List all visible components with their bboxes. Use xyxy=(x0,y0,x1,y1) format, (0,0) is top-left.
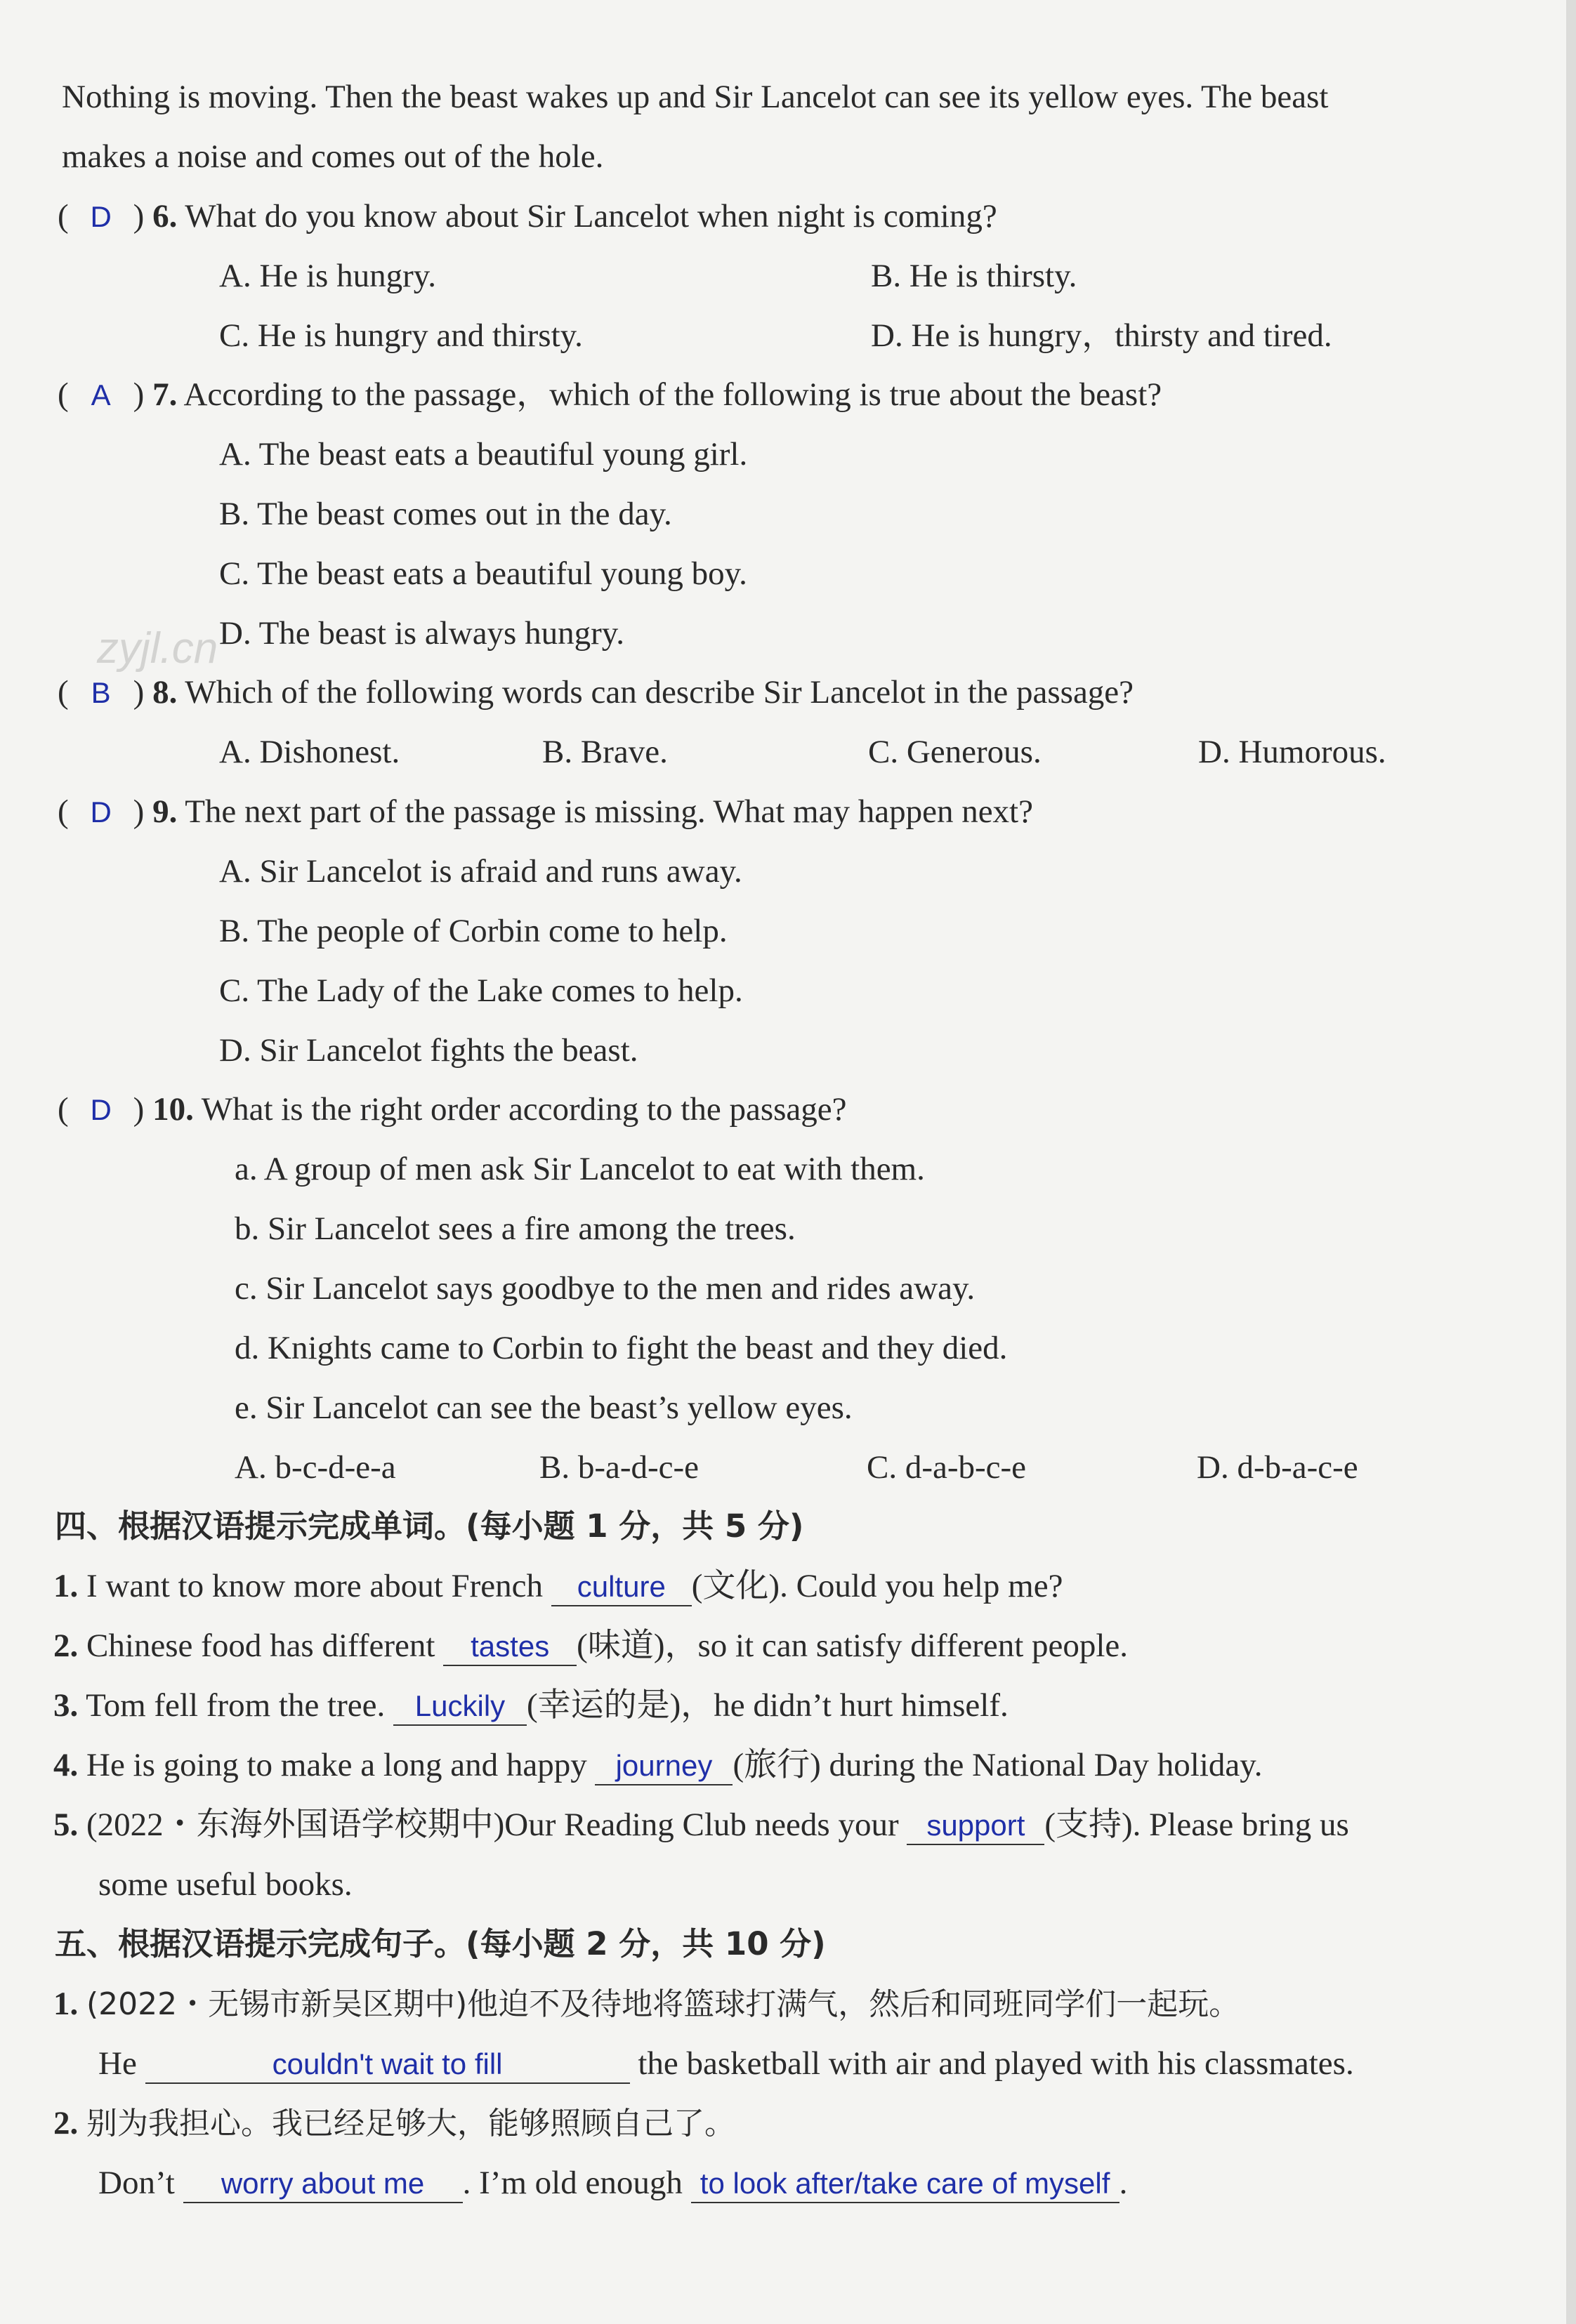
question-text: According to the passage，which of the following is true about the beast? xyxy=(183,376,1162,413)
chinese-prompt: 别为我担心。我已经足够大，能够照顾自己了。 xyxy=(86,2106,735,2141)
option-c: C. The Lady of the Lake comes to help. xyxy=(219,972,743,1009)
question-10 xyxy=(58,1088,847,1131)
item-text: (支持). Please bring us xyxy=(1044,1807,1349,1843)
option-b: B. The people of Corbin come to help. xyxy=(219,913,728,949)
option-d: D. d-b-a-c-e xyxy=(1197,1449,1358,1486)
option-d: D. He is hungry，thirsty and tired. xyxy=(871,317,1332,354)
option-c: C. The beast eats a beautiful young boy. xyxy=(219,555,747,592)
answer-paren: ( D ) xyxy=(58,1088,144,1131)
s5-item-1-sentence xyxy=(98,2042,1354,2085)
answer-blank xyxy=(183,2165,463,2203)
option-a: A. The beast eats a beautiful young girl. xyxy=(219,436,748,473)
item-number: 3. xyxy=(53,1687,79,1724)
option-d: D. Humorous. xyxy=(1198,734,1386,770)
answer-choice: B xyxy=(91,676,111,709)
item-number: 1. xyxy=(53,1568,79,1604)
option-d: D. The beast is always hungry. xyxy=(219,615,624,652)
answer-blank xyxy=(551,1568,692,1606)
filled-answer: culture xyxy=(577,1570,666,1603)
answer-blank xyxy=(443,1628,577,1666)
option-a: A. b-c-d-e-a xyxy=(235,1449,396,1486)
passage-line-1: Nothing is moving. Then the beast wakes up and Sir Lancelot can see its yellow eyes. The beast xyxy=(62,79,1329,115)
item-number: 2. xyxy=(53,2105,79,2141)
question-number: 9. xyxy=(152,793,178,830)
item-number: 4. xyxy=(53,1747,79,1783)
question-text: What is the right order according to the passage? xyxy=(201,1091,847,1128)
s4-item-2 xyxy=(53,1625,1128,1667)
question-8 xyxy=(58,671,1134,714)
question-text: What do you know about Sir Lancelot when night is coming? xyxy=(185,198,997,235)
option-c: C. Generous. xyxy=(868,734,1042,770)
section-4-title: 四、根据汉语提示完成单词。(每小题 1 分，共 5 分) xyxy=(55,1507,804,1545)
option-b: B. b-a-d-c-e xyxy=(539,1449,700,1486)
s4-item-3 xyxy=(53,1684,1009,1727)
answer-choice: A xyxy=(91,378,111,411)
question-number: 8. xyxy=(152,674,178,711)
option-b: B. He is thirsty. xyxy=(871,258,1077,294)
item-text: . I’m old enough xyxy=(462,2165,691,2201)
item-text: He xyxy=(98,2045,145,2082)
order-item-e: e. Sir Lancelot can see the beast’s yellow eyes. xyxy=(235,1389,853,1426)
answer-paren: ( A ) xyxy=(58,374,144,416)
item-text: (味道)，so it can satisfy different people. xyxy=(577,1628,1129,1664)
question-number: 10. xyxy=(152,1091,194,1128)
item-text: . xyxy=(1119,2165,1128,2201)
order-item-a: a. A group of men ask Sir Lancelot to eat with them. xyxy=(235,1151,925,1187)
s4-item-5 xyxy=(53,1804,1349,1846)
item-number: 1. xyxy=(53,1986,79,2022)
watermark: zyjl.cn xyxy=(97,624,218,673)
s5-item-2-prompt xyxy=(53,2102,735,2145)
option-c: C. He is hungry and thirsty. xyxy=(219,317,583,354)
filled-answer: to look after/take care of myself xyxy=(700,2167,1110,2200)
answer-choice: D xyxy=(90,1093,112,1126)
item-text: (旅行) during the National Day holiday. xyxy=(733,1747,1263,1783)
item-text: Don’t xyxy=(98,2165,183,2201)
option-c: C. d-a-b-c-e xyxy=(867,1449,1027,1486)
question-text: The next part of the passage is missing. What may happen next? xyxy=(185,793,1033,830)
option-b: B. Brave. xyxy=(542,734,668,770)
s5-item-2-sentence xyxy=(98,2162,1127,2204)
answer-blank xyxy=(145,2045,630,2084)
question-7 xyxy=(58,374,1162,416)
item-text: I want to know more about French xyxy=(86,1568,551,1604)
item-text: (幸运的是)，he didn’t hurt himself. xyxy=(526,1687,1009,1724)
option-a: A. He is hungry. xyxy=(219,258,436,294)
item-text: He is going to make a long and happy xyxy=(86,1747,596,1783)
answer-choice: D xyxy=(90,795,112,828)
answer-paren: ( D ) xyxy=(58,195,144,238)
passage-line-2: makes a noise and comes out of the hole. xyxy=(62,138,604,175)
filled-answer: couldn't wait to fill xyxy=(272,2047,503,2080)
item-number: 2. xyxy=(53,1628,79,1664)
chinese-prompt: (2022・无锡市新吴区期中)他迫不及待地将篮球打满气，然后和同班同学们一起玩。 xyxy=(86,1986,1240,2022)
page-edge xyxy=(1566,0,1576,2324)
filled-answer: journey xyxy=(615,1749,713,1782)
question-6 xyxy=(58,195,997,238)
item-text: (2022・东海外国语学校期中)Our Reading Club needs your xyxy=(86,1807,907,1843)
answer-choice: D xyxy=(90,200,112,233)
option-d: D. Sir Lancelot fights the beast. xyxy=(219,1032,638,1069)
option-a: A. Sir Lancelot is afraid and runs away. xyxy=(219,853,742,890)
question-number: 7. xyxy=(152,376,178,413)
answer-paren: ( D ) xyxy=(58,791,144,833)
filled-answer: support xyxy=(926,1809,1025,1842)
answer-paren: ( B ) xyxy=(58,671,144,714)
option-a: A. Dishonest. xyxy=(219,734,400,770)
question-number: 6. xyxy=(152,198,178,235)
answer-blank xyxy=(595,1747,733,1785)
question-text: Which of the following words can describe Sir Lancelot in the passage? xyxy=(185,674,1134,711)
answer-blank xyxy=(393,1687,527,1726)
answer-blank xyxy=(691,2165,1119,2203)
item-text: Chinese food has different xyxy=(86,1628,444,1664)
s4-item-1 xyxy=(53,1565,1063,1607)
filled-answer: worry about me xyxy=(221,2167,425,2200)
answer-blank xyxy=(907,1807,1044,1845)
option-b: B. The beast comes out in the day. xyxy=(219,496,672,532)
order-item-b: b. Sir Lancelot sees a fire among the trees. xyxy=(235,1210,796,1247)
s4-item-5-continued: some useful books. xyxy=(98,1866,353,1903)
order-item-d: d. Knights came to Corbin to fight the beast and they died. xyxy=(235,1330,1008,1366)
filled-answer: Luckily xyxy=(414,1689,506,1722)
item-text: (文化). Could you help me? xyxy=(691,1568,1063,1604)
item-number: 5. xyxy=(53,1807,79,1843)
s5-item-1-prompt xyxy=(53,1983,1240,2026)
section-5-title: 五、根据汉语提示完成句子。(每小题 2 分，共 10 分) xyxy=(55,1925,826,1962)
s4-item-4 xyxy=(53,1744,1262,1786)
item-text: Tom fell from the tree. xyxy=(86,1687,393,1724)
question-9 xyxy=(58,791,1033,833)
order-item-c: c. Sir Lancelot says goodbye to the men and rides away. xyxy=(235,1270,976,1307)
item-text: the basketball with air and played with his classmates. xyxy=(629,2045,1354,2082)
filled-answer: tastes xyxy=(471,1630,550,1663)
